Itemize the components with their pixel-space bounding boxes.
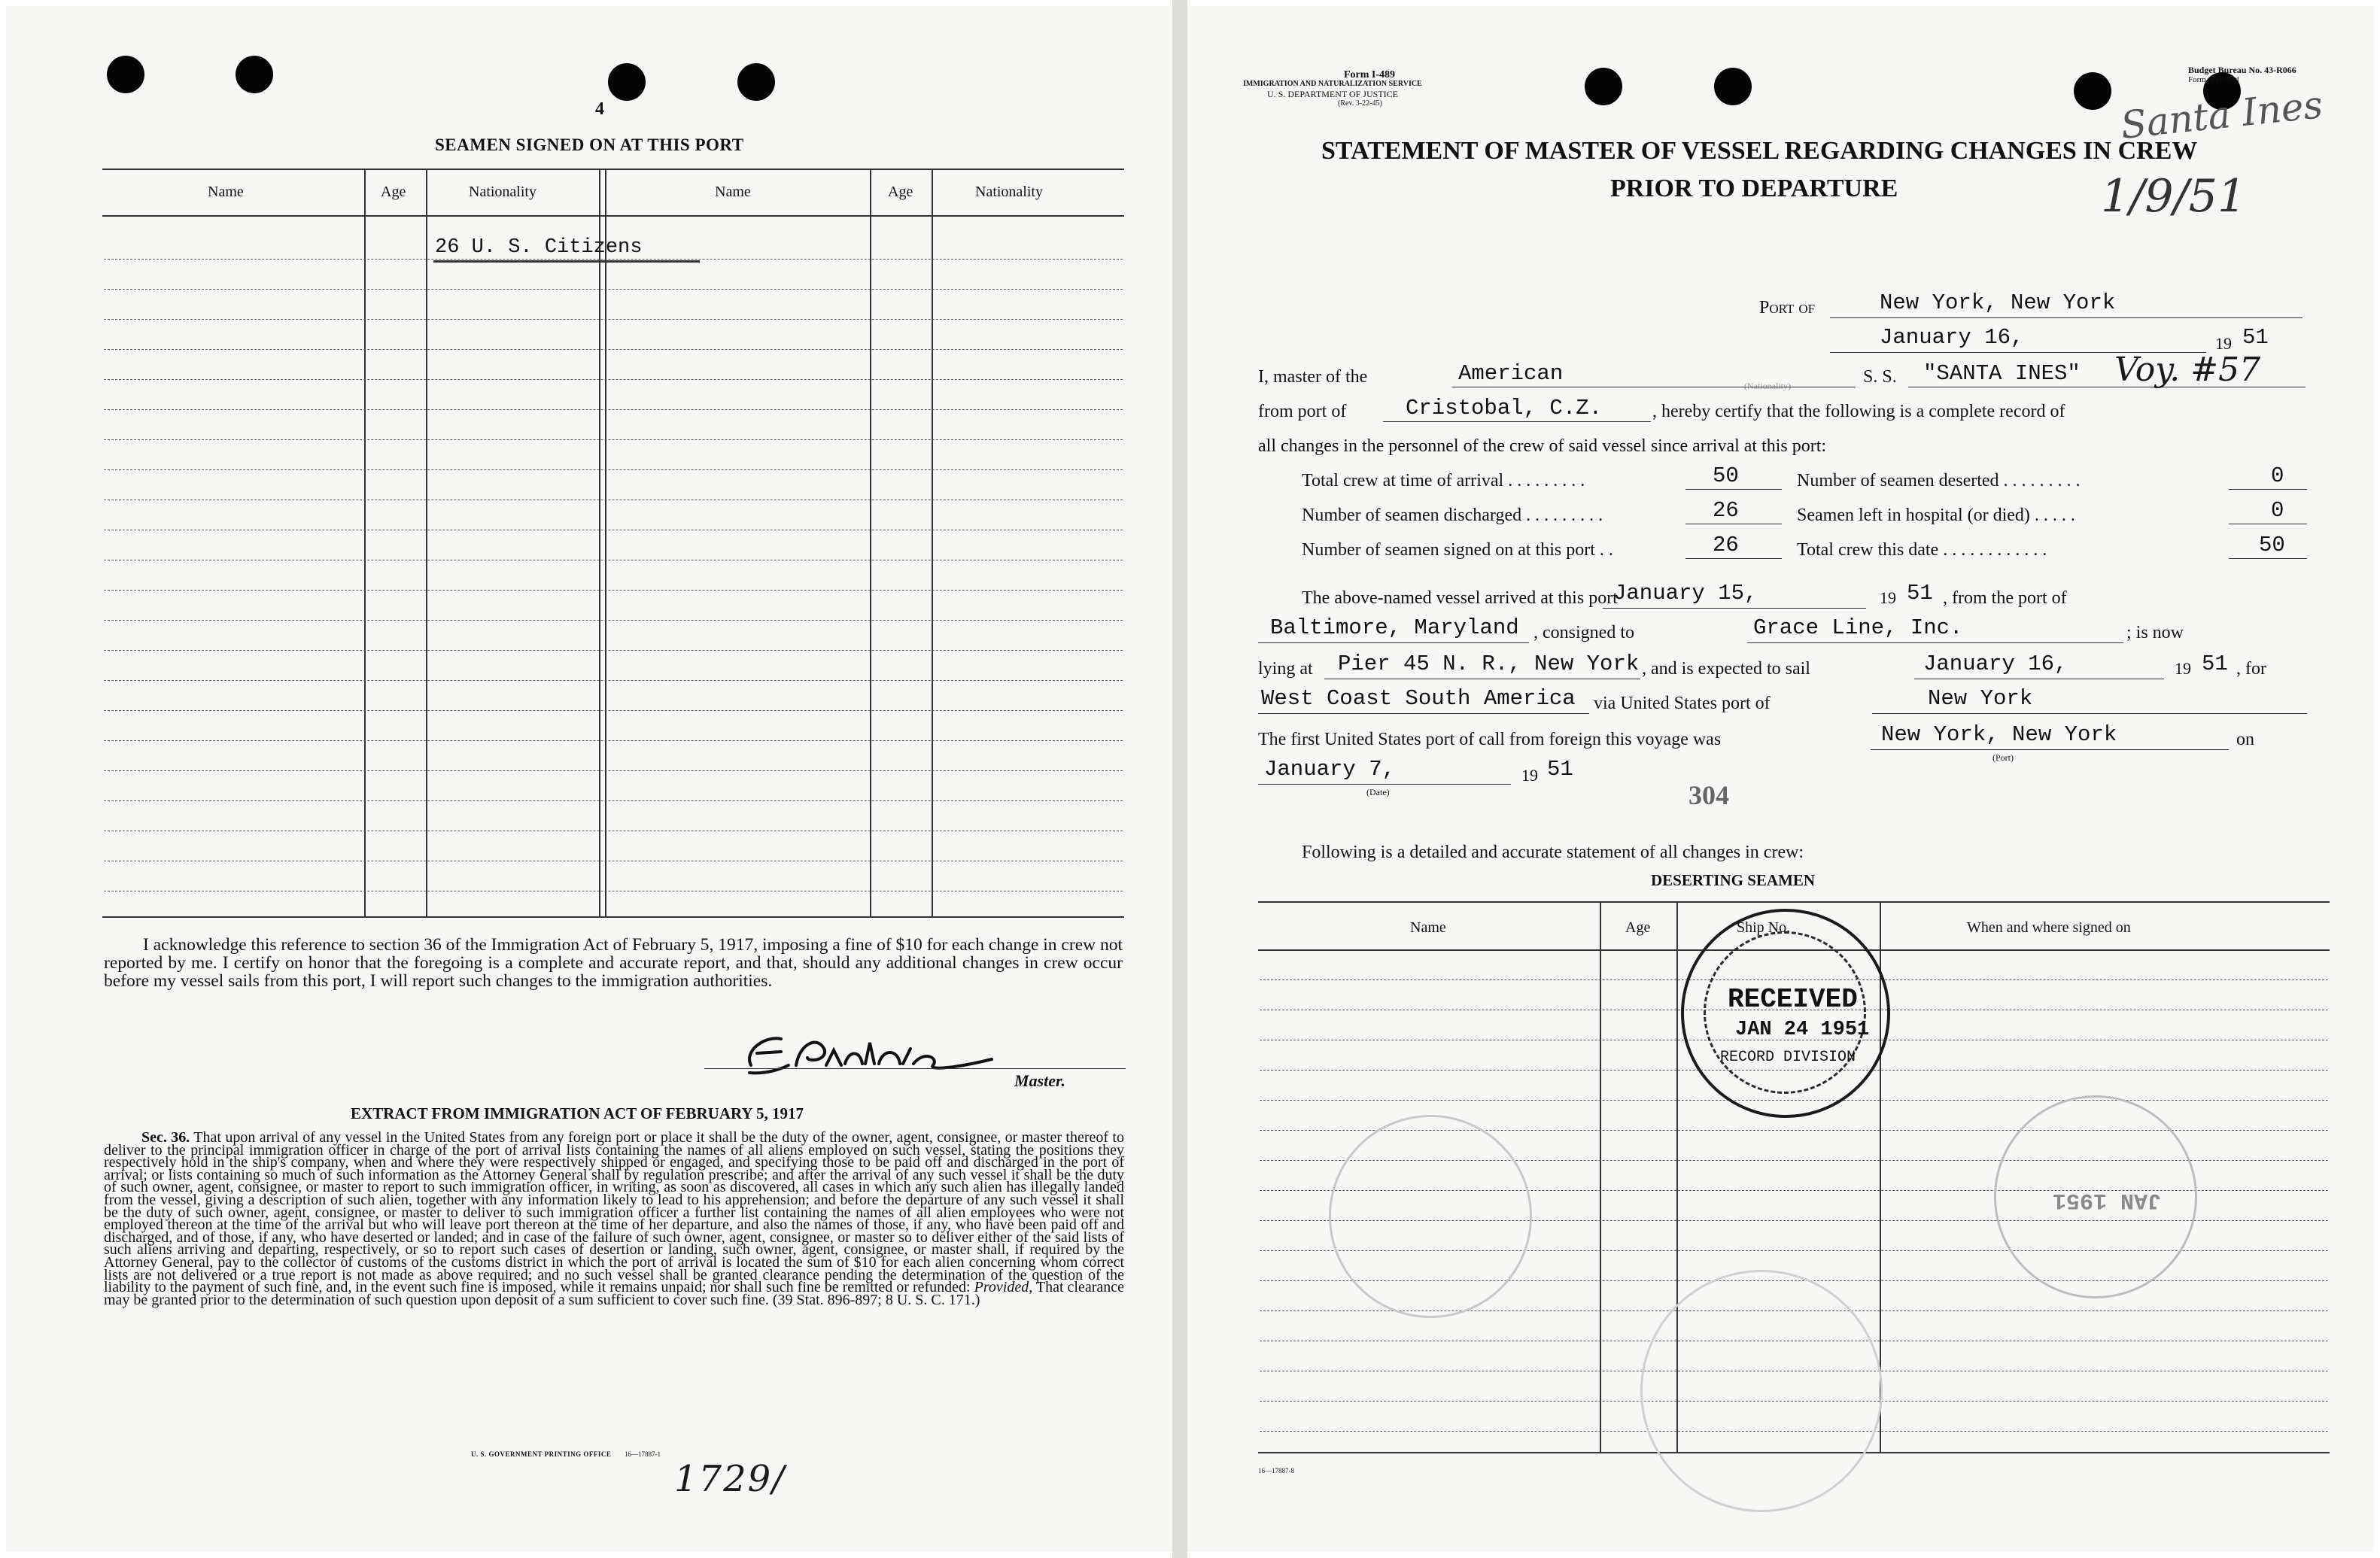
year-prefix: 19: [2215, 334, 2232, 353]
count-label-total-arrival: Total crew at time of arrival . . . . . . . . .: [1302, 471, 1585, 490]
count-label-deserted: Number of seamen deserted . . . . . . . . .: [1797, 471, 2081, 490]
deserting-heading: DESERTING SEAMEN: [1651, 871, 1816, 889]
punch-hole: [1585, 68, 1622, 105]
budget-line: Form approved: [2188, 75, 2239, 84]
extract-tail: That clearance may be granted prior to the determination of such question upon deposit of a sum sufficient to cover such fine.: [104, 1279, 1124, 1308]
column-header-name: Name: [715, 184, 751, 200]
lying-at-text: lying at: [1258, 659, 1313, 679]
port-label: Port of: [1759, 298, 1816, 317]
count-label-hospital: Seamen left in hospital (or died) . . . . .: [1797, 506, 2075, 525]
count-value-signed-on: 26: [1713, 533, 1739, 557]
prior-port: Baltimore, Maryland: [1270, 615, 1519, 640]
destination: West Coast South America: [1261, 686, 1576, 711]
right-page: [1187, 6, 2374, 1552]
column-header-ship-no: Ship No.: [1737, 919, 1791, 936]
arrived-year: 51: [1907, 581, 1933, 606]
faint-stamp-date: JAN 1951: [2053, 1187, 2162, 1213]
first-port-value: New York, New York: [1881, 722, 2117, 747]
column-header-nationality: Nationality: [975, 184, 1043, 200]
extract-text: [104, 1131, 1124, 1306]
stamp-received-word: RECEIVED: [1728, 984, 1858, 1015]
punch-hole: [236, 56, 273, 93]
faint-postmark: [1640, 1270, 1883, 1512]
arrived-year-prefix: 19: [1880, 588, 1896, 607]
page-number: 4: [595, 99, 604, 119]
voyage-number: Voy. #57: [2114, 351, 2261, 389]
form-code: 16—17887-8: [1258, 1467, 1294, 1474]
on-text: on: [2236, 730, 2254, 749]
handwritten-corner-name: Santa Ines: [2118, 83, 2325, 147]
from-port-value: Cristobal, C.Z.: [1406, 396, 1603, 421]
from-port-label: from port of: [1258, 402, 1347, 421]
first-port-date: January 7,: [1264, 757, 1396, 782]
sail-year-prefix: 19: [2175, 659, 2191, 678]
crew-entry: 26 U. S. Citizens: [435, 236, 643, 259]
nationality-hint: (Nationality): [1744, 381, 1791, 391]
count-label-total-crew: Total crew this date . . . . . . . . . . . .: [1797, 540, 2047, 560]
count-value-deserted: 0: [2271, 463, 2284, 488]
consignee: Grace Line, Inc.: [1753, 615, 1963, 640]
via-port: New York: [1928, 686, 2033, 711]
arrived-prefix: The above-named vessel arrived at this port: [1302, 588, 1618, 608]
acknowledgement-text: I acknowledge this reference to section 36 of the Immigration Act of February 5, 1917, imposing a fine of $10 for each change in crew not reported by me. I certify on honor that the foregoing is a complete and accurate report, and that, should any additional changes in crew occur before my vessel sails from this port, I will report such changes to the immigration authorities.: [104, 935, 1123, 991]
date-value: January 16,: [1880, 325, 2024, 350]
for-text: , for: [2236, 659, 2266, 679]
from-port-of-text: , from the port of: [1943, 588, 2067, 608]
certify-text: , hereby certify that the following is a complete record of: [1652, 402, 2065, 421]
all-changes-text: all changes in the personnel of the crew of said vessel since arrival at this port:: [1258, 436, 1827, 456]
budget-line: Budget Bureau No. 43-R066: [2188, 65, 2296, 75]
column-header-name: Name: [1410, 919, 1446, 936]
extract-body: That upon arrival of any vessel in the United States from any foreign port or place it shall be the duty of the owner, agent, consignee, or master thereof to deliver to the principal immigration officer in charge of the port of arrival lists containing the names of all aliens employed on such vessel, stating the positions they respectively hold in the ship's company, when and where they were respectively shipped or engaged, and specifying those to be paid off and discharged in the port of arrival; or lists containing so much of such information as the Attorney General shall by regulation prescribe; and after the arrival of any such vessel it shall be the duty of such owner, agent, consignee, or master to report to such immigration officer, in writing, as soon as discovered, all cases in which any such alien has illegally landed from the vessel, giving a description of such alien, together with any information likely to lead to his apprehension; and before the departure of any such vessel it shall be the duty of such owner, agent, consignee, or master to deliver to such immigration officer a further list containing the names of all alien employees who were not employed thereon at the time of the arrival but who will leave port thereon at the time of her departure, and also the names of those, if any, who have been paid off and discharged, and of those, if any, who have deserted or landed; and in case of the failure of such owner, agent, consignee, or master so to deliver either of the said lists of such aliens arriving and departing, respectively, or so to report such cases of desertion or landing, such owner, agent, consignee, or master shall, if required by the Attorney General, pay to the collector of customs of the customs district in which the port of arrival is located the sum of $10 for each alien concerning whom correct lists are not delivered or a true report is not made as above required; and no such vessel shall be granted clearance pending the determination of the question of the liability to the payment of such fine, and, in the event such fine is imposed, while it remains unpaid; nor shall such fine be remitted or refunded:: [104, 1129, 1124, 1296]
column-header-signed-on: When and where signed on: [1967, 919, 2131, 936]
first-port-year-prefix: 19: [1521, 766, 1538, 785]
column-header-nationality: Nationality: [469, 184, 536, 200]
master-label: Master.: [1014, 1071, 1065, 1090]
punch-hole: [608, 63, 646, 101]
form-title: PRIOR TO DEPARTURE: [1610, 175, 1898, 202]
following-text: Following is a detailed and accurate statement of all changes in crew:: [1302, 843, 1804, 862]
count-value-discharged: 26: [1713, 498, 1739, 523]
column-header-age: Age: [1625, 919, 1651, 936]
section-heading: SEAMEN SIGNED ON AT THIS PORT: [435, 135, 744, 154]
agency-line: U. S. DEPARTMENT OF JUSTICE: [1267, 89, 1398, 99]
count-value-total-crew: 50: [2259, 533, 2285, 557]
handwritten-corner-date: 1/9/51: [2101, 170, 2247, 223]
column-header-age: Age: [888, 184, 913, 200]
year-value: 51: [2242, 325, 2269, 350]
agency-line: (Rev. 3-22-45): [1338, 99, 1382, 108]
port-hint: (Port): [1992, 752, 2014, 763]
count-label-discharged: Number of seamen discharged . . . . . . . . .: [1302, 506, 1603, 525]
arrived-date: January 15,: [1613, 581, 1758, 606]
faint-postmark: [1329, 1115, 1532, 1318]
form-id: Form I-489: [1344, 69, 1396, 80]
date-hint: (Date): [1366, 787, 1390, 797]
stamp-number: 304: [1688, 780, 1729, 810]
stamp-received-division: RECORD DIVISION: [1720, 1049, 1856, 1066]
extract-title: EXTRACT FROM IMMIGRATION ACT OF FEBRUARY 5, 1917: [351, 1104, 804, 1122]
count-label-signed-on: Number of seamen signed on at this port . .: [1302, 540, 1613, 560]
column-header-age: Age: [381, 184, 406, 200]
form-title: STATEMENT OF MASTER OF VESSEL REGARDING CHANGES IN CREW: [1321, 137, 2198, 165]
first-port-year: 51: [1547, 757, 1573, 782]
punch-hole: [1714, 68, 1752, 105]
punch-hole: [2074, 72, 2111, 110]
printer-imprint: U. S. GOVERNMENT PRINTING OFFICE: [471, 1450, 612, 1458]
signature-image: [736, 1028, 1007, 1080]
stamp-received-date: JAN 24 1951: [1735, 1019, 1870, 1041]
column-header-name: Name: [208, 184, 244, 200]
expected-text: , and is expected to sail: [1642, 659, 1810, 679]
extract-citation: (39 Stat. 896-897; 8 U. S. C. 171.): [772, 1291, 980, 1308]
ss-label: S. S.: [1863, 367, 1897, 387]
nationality-value: American: [1458, 361, 1564, 386]
sail-date: January 16,: [1923, 651, 2068, 676]
count-value-hospital: 0: [2271, 498, 2284, 523]
extract-section: Sec. 36.: [141, 1129, 190, 1146]
page-gutter: [1172, 0, 1187, 1558]
port-value: New York, New York: [1880, 290, 2116, 315]
left-page: [6, 6, 1172, 1552]
is-now-text: ; is now: [2126, 623, 2184, 642]
first-port-text: The first United States port of call from foreign this voyage was: [1258, 730, 1722, 749]
via-text: via United States port of: [1594, 694, 1771, 713]
vessel-name: "SANTA INES": [1923, 361, 2081, 386]
consigned-text: , consigned to: [1533, 623, 1634, 642]
agency-line: IMMIGRATION AND NATURALIZATION SERVICE: [1243, 80, 1422, 88]
form-code: 16—17887-1: [625, 1450, 661, 1458]
sail-year: 51: [2202, 651, 2228, 676]
punch-hole: [107, 56, 144, 93]
master-prefix: I, master of the: [1258, 367, 1368, 387]
extract-provided: Provided,: [974, 1279, 1033, 1296]
punch-hole: [737, 63, 775, 101]
count-value-total-arrival: 50: [1713, 463, 1739, 488]
pier: Pier 45 N. R., New York: [1338, 651, 1640, 676]
handwritten-file-number: 1729/: [674, 1458, 786, 1500]
